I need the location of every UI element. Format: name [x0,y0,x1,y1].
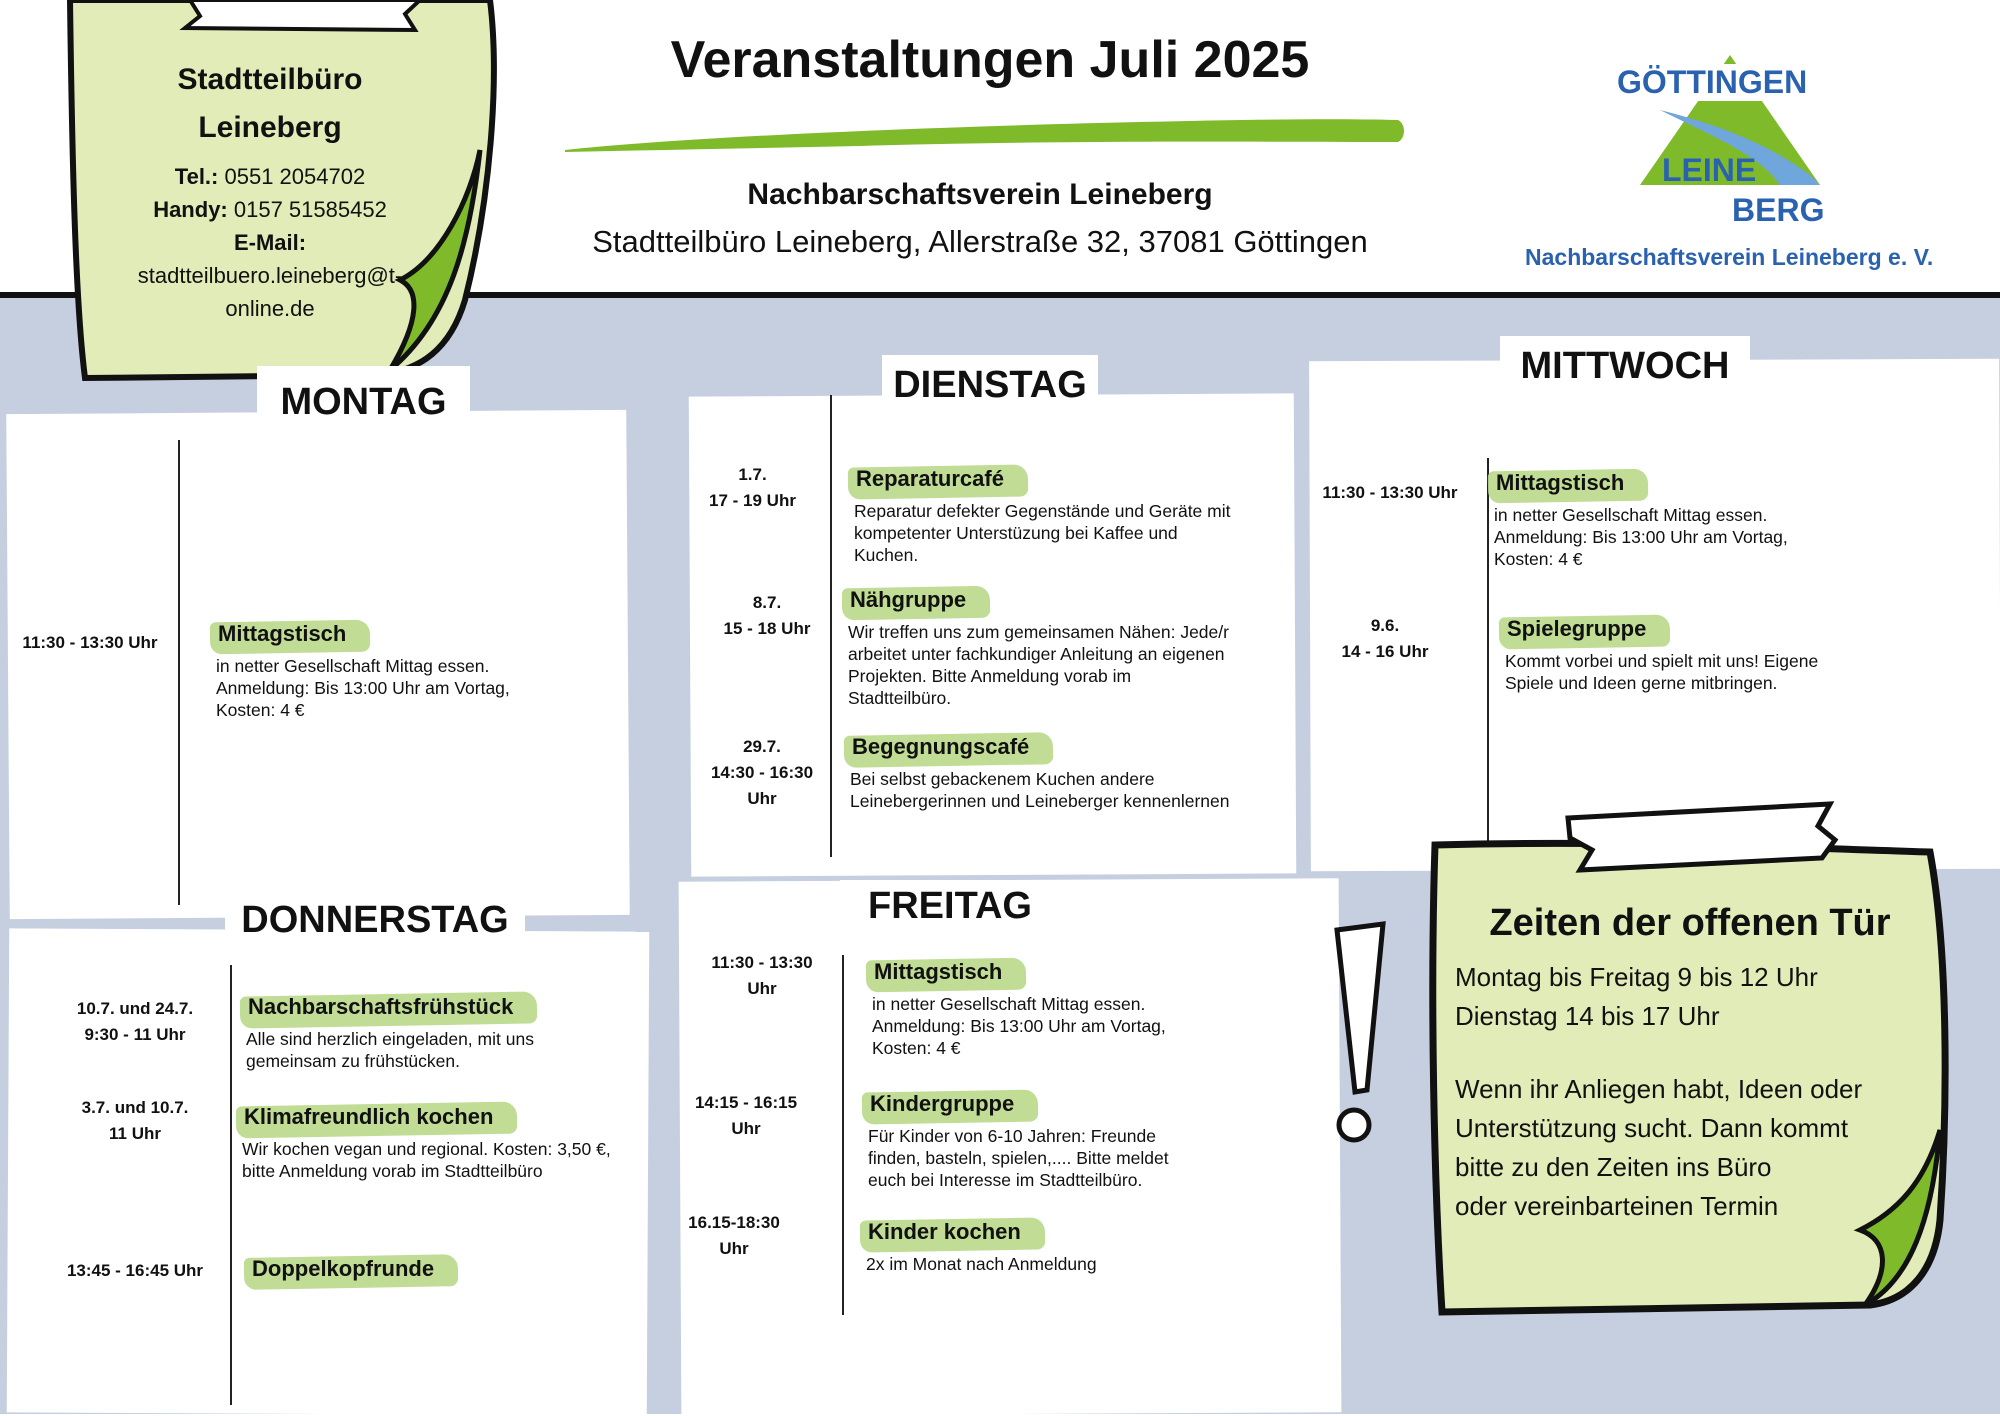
dienstag-event3-desc-line: Bei selbst gebackenem Kuchen andere [850,769,1155,789]
donnerstag-event1-title: Nachbarschaftsfrühstück [246,990,527,1026]
freitag-event3-time: 16.15-18:30 Uhr [688,1213,780,1258]
open-door-line: Dienstag 14 bis 17 Uhr [1455,1001,1720,1031]
page-title: Veranstaltungen Juli 2025 [670,31,1310,89]
email-line1: stadtteilbuero.leineberg@t- [137,263,403,288]
dienstag-event3-title: Begegnungscafé [850,730,1043,766]
freitag-event2-time: 14:15 - 16:15 Uhr [694,1093,798,1138]
open-door-line: bitte zu den Zeiten ins Büro [1455,1152,1772,1182]
logo-word-goettingen: GÖTTINGEN [1617,64,1808,100]
dienstag-event3-time: 29.7. 14:30 - 16:30 Uhr [710,737,814,808]
freitag-event3-desc-line: 2x im Monat nach Anmeldung [866,1254,1097,1274]
mittwoch-event2-time: 9.6. 14 - 16 Uhr [1341,616,1429,661]
open-door-line: Unterstützung sucht. Dann kommt [1455,1113,1849,1143]
dienstag-event2-desc-line: Stadtteilbüro. [848,688,952,708]
logo-caption: Nachbarschaftsverein Leineberg e. V. [1525,244,1934,270]
donnerstag-label: DONNERSTAG [241,899,509,941]
dienstag-event1-desc-line: kompetenter Unterstüzung bei Kaffee und [854,523,1178,543]
contact-note [90,56,450,325]
donnerstag-event2-desc-line: Wir kochen vegan und regional. Kosten: 3,50 €, [242,1139,611,1159]
email-label: E-Mail: [233,230,307,255]
montag-event1 [216,617,596,721]
freitag-event1-desc-line: in netter Gesellschaft Mittag essen. [872,994,1146,1014]
mittwoch-event1 [1494,466,1924,570]
freitag-event3 [866,1215,1266,1275]
donnerstag-event2-desc-line: bitte Anmeldung vorab im Stadtteilbüro [242,1161,543,1181]
office-name-line1: Stadtteilbüro [177,63,363,96]
open-door-title: Zeiten der offenen Tür [1489,902,1891,944]
freitag-event2 [868,1087,1268,1191]
dienstag-event3 [850,730,1290,812]
exclamation-icon [1325,918,1405,1148]
tel-value: 0551 2054702 [224,164,366,189]
open-door-text [1455,958,1915,1226]
dienstag-event3-desc-line: Leinebergerinnen und Leineberger kennenlernen [850,791,1230,811]
donnerstag-event1-desc-line: gemeinsam zu frühstücken. [246,1051,460,1071]
mittwoch-event1-desc-line: Anmeldung: Bis 13:00 Uhr am Vortag, [1494,527,1788,547]
mittwoch-tab [1500,336,1750,400]
mittwoch-event2-desc-line: Kommt vorbei und spielt mit uns! Eigene [1505,651,1819,671]
open-door-spacer [1455,1036,1915,1070]
montag-event1-desc-line: Anmeldung: Bis 13:00 Uhr am Vortag, [216,678,510,698]
montag-divider [178,440,180,905]
montag-event1-desc-line: Kosten: 4 € [216,700,305,720]
mittwoch-event1-desc-line: in netter Gesellschaft Mittag essen. [1494,505,1768,525]
freitag-event2-title: Kindergruppe [868,1087,1028,1123]
logo-word-berg: BERG [1732,192,1825,228]
logo-word-leine: LEINE [1662,152,1757,188]
open-door-line: Montag bis Freitag 9 bis 12 Uhr [1455,962,1818,992]
donnerstag-event3-time: 13:45 - 16:45 Uhr [66,1261,204,1280]
dienstag-label: DIENSTAG [893,364,1087,406]
office-name-line2: Leineberg [198,111,342,144]
dienstag-event2-title: Nähgruppe [848,583,980,619]
dienstag-event1 [854,462,1284,566]
montag-tab [257,366,470,436]
mittwoch-event2-desc-line: Spiele und Ideen gerne mitbringen. [1505,673,1778,693]
freitag-event1 [872,955,1272,1059]
dienstag-event2-desc-line: arbeitet unter fachkundiger Anleitung an eigenen [848,644,1225,664]
mittwoch-event2 [1505,612,1935,694]
dienstag-tab [882,355,1098,419]
freitag-event2-desc-line: euch bei Interesse im Stadtteilbüro. [868,1170,1143,1190]
mittwoch-label: MITTWOCH [1520,345,1730,387]
donnerstag-event2-time: 3.7. und 10.7. 11 Uhr [81,1098,189,1143]
freitag-event1-title: Mittagstisch [872,955,1016,991]
mobile-label: Handy: [153,197,228,222]
donnerstag-tab [225,890,525,954]
donnerstag-divider [230,965,232,1405]
freitag-label: FREITAG [868,885,1032,927]
freitag-event2-desc-line: Für Kinder von 6-10 Jahren: Freunde [868,1126,1156,1146]
dienstag-event2-time: 8.7. 15 - 18 Uhr [723,593,811,638]
green-brush-stroke [560,112,1410,156]
dienstag-event2-desc-line: Projekten. Bitte Anmeldung vorab im [848,666,1132,686]
donnerstag-event1-time: 10.7. und 24.7. 9:30 - 11 Uhr [76,999,194,1044]
office-address: Stadtteilbüro Leineberg, Allerstraße 32, 37081 Göttingen [592,224,1368,259]
mittwoch-divider [1487,458,1489,848]
dienstag-event1-desc-line: Reparatur defekter Gegenstände und Geräte mit [854,501,1231,521]
dienstag-event1-title: Reparaturcafé [854,462,1018,498]
montag-event1-title: Mittagstisch [216,617,360,653]
dienstag-event2-desc-line: Wir treffen uns zum gemeinsamen Nähen: Jede/r [848,622,1229,642]
freitag-tab [840,880,1060,940]
mobile-value: 0157 51585452 [233,197,387,222]
mittwoch-event2-title: Spielegruppe [1505,612,1660,648]
email-line2: online.de [225,296,315,321]
donnerstag-event1-desc-line: Alle sind herzlich eingeladen, mit uns [246,1029,534,1049]
donnerstag-event3-title: Doppelkopfrunde [250,1252,448,1288]
freitag-event2-desc-line: finden, basteln, spielen,.... Bitte meldet [868,1148,1169,1168]
donnerstag-event2-title: Klimafreundlich kochen [242,1100,507,1136]
montag-event1-desc-line: in netter Gesellschaft Mittag essen. [216,656,490,676]
montag-event1-time: 11:30 - 13:30 Uhr [22,633,158,652]
dienstag-event2 [848,583,1288,709]
open-door-line: oder vereinbarteinen Termin [1455,1191,1779,1221]
tel-label: Tel.: [174,164,219,189]
freitag-event3-title: Kinder kochen [866,1215,1035,1251]
open-door-line: Wenn ihr Anliegen habt, Ideen oder [1455,1074,1863,1104]
freitag-event1-desc-line: Kosten: 4 € [872,1038,961,1058]
dienstag-event1-desc-line: Kuchen. [854,545,919,565]
donnerstag-event3 [250,1252,550,1288]
mittwoch-event1-time: 11:30 - 13:30 Uhr [1322,483,1458,502]
mittwoch-event1-desc-line: Kosten: 4 € [1494,549,1583,569]
donnerstag-event2 [242,1100,652,1182]
freitag-event1-time: 11:30 - 13:30 Uhr [711,953,813,998]
mittwoch-event1-title: Mittagstisch [1494,466,1638,502]
freitag-divider [842,955,844,1315]
freitag-event1-desc-line: Anmeldung: Bis 13:00 Uhr am Vortag, [872,1016,1166,1036]
dienstag-event1-time: 1.7. 17 - 19 Uhr [709,465,796,510]
montag-label: MONTAG [280,381,447,423]
donnerstag-event1 [246,990,646,1072]
organization-name: Nachbarschaftsverein Leineberg [747,178,1213,211]
